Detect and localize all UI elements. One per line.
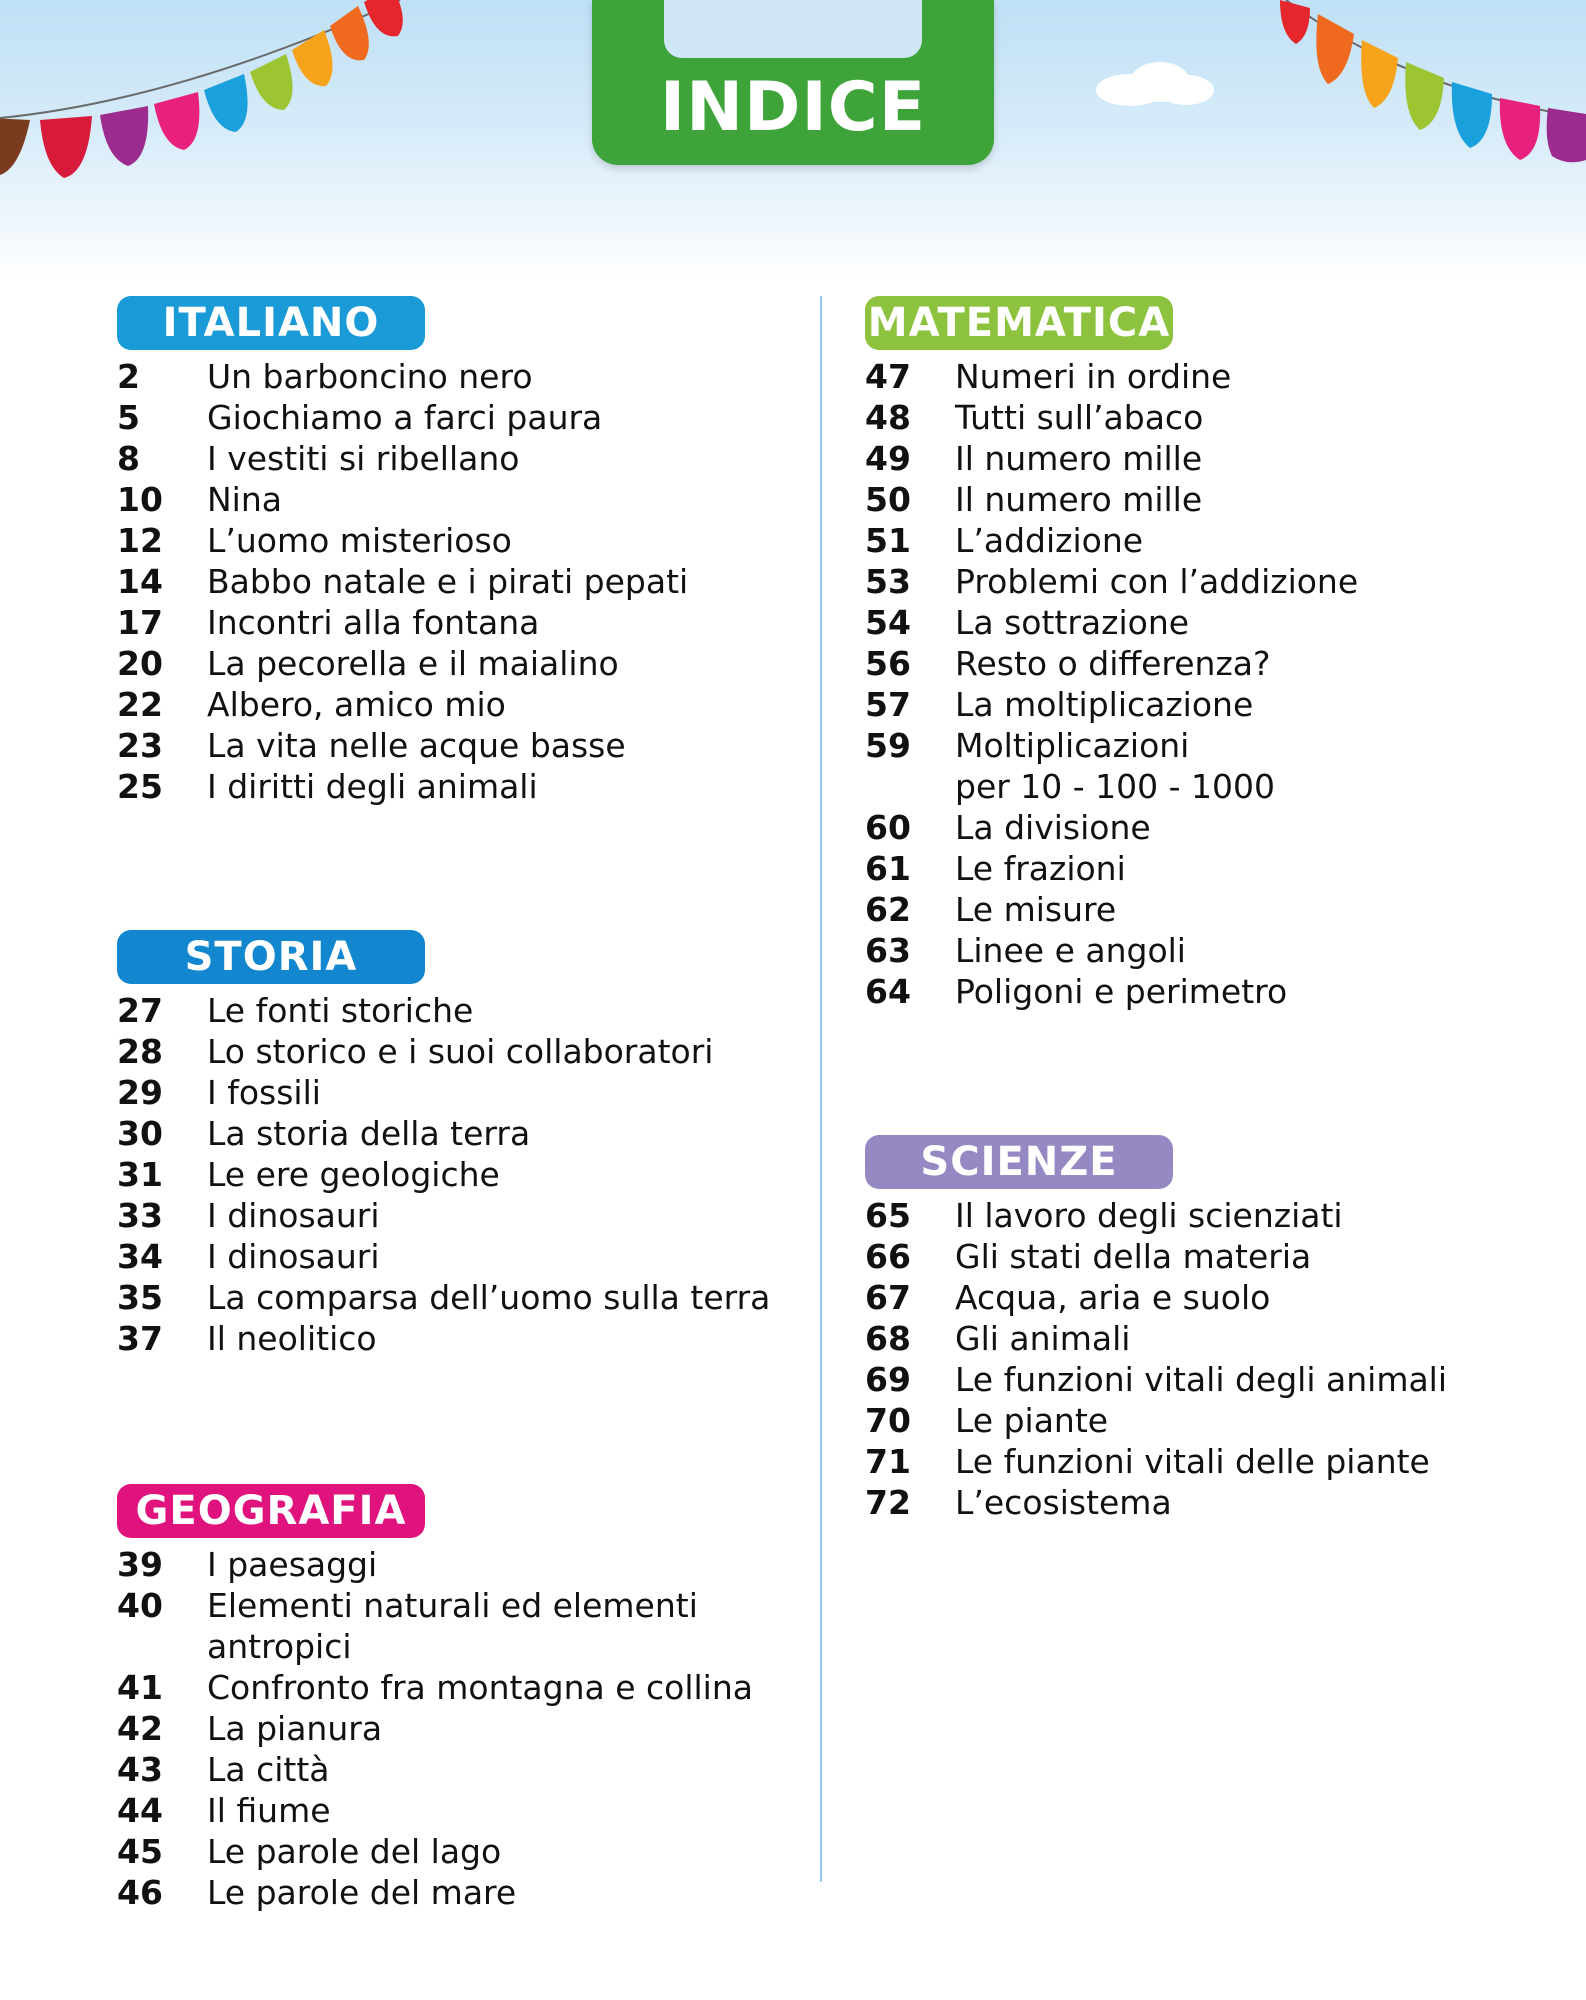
page-number: 46 — [117, 1873, 163, 1912]
entry-title: Problemi con l’addizione — [955, 562, 1359, 601]
column-divider — [820, 296, 822, 1882]
entry-title: Albero, amico mio — [207, 685, 506, 724]
page-number: 69 — [865, 1360, 911, 1399]
page-number: 42 — [117, 1709, 163, 1748]
list-item — [865, 1359, 1565, 1400]
entry-list-italiano — [117, 356, 817, 807]
entry-title: Elementi naturali ed elementi antropici — [207, 1586, 698, 1666]
page-number: 10 — [117, 480, 163, 519]
list-item — [117, 1872, 817, 1913]
page-number: 54 — [865, 603, 911, 642]
entry-title: Il lavoro degli scienziati — [955, 1196, 1343, 1235]
page-number: 40 — [117, 1586, 163, 1625]
list-item — [865, 1441, 1565, 1482]
list-item — [865, 479, 1565, 520]
title-plate — [592, 0, 994, 165]
section-scienze — [865, 1135, 1565, 1523]
page-number: 65 — [865, 1196, 911, 1235]
list-item — [117, 725, 817, 766]
list-item — [117, 602, 817, 643]
list-item — [117, 1318, 817, 1359]
list-item — [117, 479, 817, 520]
entry-title: Le frazioni — [955, 849, 1126, 888]
page-number: 44 — [117, 1791, 163, 1830]
page-number: 53 — [865, 562, 911, 601]
page-number: 45 — [117, 1832, 163, 1871]
entry-title: Il neolitico — [207, 1319, 377, 1358]
page-number: 39 — [117, 1545, 163, 1584]
list-item — [117, 1585, 817, 1667]
page-number: 2 — [117, 357, 140, 396]
page-number: 25 — [117, 767, 163, 806]
list-item — [865, 889, 1565, 930]
list-item — [865, 1195, 1565, 1236]
page-number: 47 — [865, 357, 911, 396]
list-item — [117, 1544, 817, 1585]
page-number: 51 — [865, 521, 911, 560]
list-item — [117, 684, 817, 725]
entry-title: La sottrazione — [955, 603, 1190, 642]
list-item — [117, 990, 817, 1031]
list-item — [865, 1482, 1565, 1523]
entry-title: L’uomo misterioso — [207, 521, 512, 560]
entry-title: Giochiamo a farci paura — [207, 398, 603, 437]
list-item — [117, 1154, 817, 1195]
list-item — [865, 971, 1565, 1012]
entry-title: La pecorella e il maialino — [207, 644, 619, 683]
entry-title: Le funzioni vitali degli animali — [955, 1360, 1448, 1399]
list-item — [117, 1667, 817, 1708]
entry-title: Poligoni e perimetro — [955, 972, 1288, 1011]
entry-list-geografia — [117, 1544, 817, 1913]
list-item — [117, 1031, 817, 1072]
list-item — [865, 848, 1565, 889]
list-item — [865, 356, 1565, 397]
page-number: 23 — [117, 726, 163, 765]
list-item — [117, 397, 817, 438]
page-number: 56 — [865, 644, 911, 683]
page-number: 35 — [117, 1278, 163, 1317]
entry-title: La comparsa dell’uomo sulla terra — [207, 1278, 771, 1317]
entry-title: Il fiume — [207, 1791, 331, 1830]
page-number: 48 — [865, 398, 911, 437]
page-number: 68 — [865, 1319, 911, 1358]
page-number: 14 — [117, 562, 163, 601]
entry-title: Le funzioni vitali delle piante — [955, 1442, 1430, 1481]
list-item — [117, 356, 817, 397]
entry-title: Il numero mille — [955, 480, 1203, 519]
list-item — [117, 561, 817, 602]
page-number: 29 — [117, 1073, 163, 1112]
list-item — [865, 684, 1565, 725]
section-matematica — [865, 296, 1565, 1012]
bunting-right-icon — [1266, 0, 1586, 180]
page-number: 71 — [865, 1442, 911, 1481]
entry-title: Gli stati della materia — [955, 1237, 1312, 1276]
list-item — [117, 1277, 817, 1318]
list-item — [865, 397, 1565, 438]
page-number: 67 — [865, 1278, 911, 1317]
list-item — [117, 1072, 817, 1113]
list-item — [865, 1236, 1565, 1277]
entry-title: La vita nelle acque basse — [207, 726, 626, 765]
entry-title: La pianura — [207, 1709, 383, 1748]
list-item — [117, 1195, 817, 1236]
entry-title: Le fonti storiche — [207, 991, 474, 1030]
section-heading-geografia: GEOGRAFIA — [117, 1484, 425, 1538]
entry-title: Confronto fra montagna e collina — [207, 1668, 753, 1707]
list-item — [865, 520, 1565, 561]
list-item — [865, 1400, 1565, 1441]
list-item — [117, 1113, 817, 1154]
entry-title: Gli animali — [955, 1319, 1131, 1358]
section-italiano — [117, 296, 817, 807]
list-item — [865, 438, 1565, 479]
list-item — [117, 438, 817, 479]
entry-title: Incontri alla fontana — [207, 603, 540, 642]
list-item — [117, 520, 817, 561]
entry-list-matematica — [865, 356, 1565, 1012]
list-item — [117, 766, 817, 807]
section-heading-italiano: ITALIANO — [117, 296, 425, 350]
page-number: 70 — [865, 1401, 911, 1440]
entry-title: Le misure — [955, 890, 1117, 929]
entry-list-scienze — [865, 1195, 1565, 1523]
list-item — [865, 1318, 1565, 1359]
list-item — [117, 1708, 817, 1749]
page-number: 50 — [865, 480, 911, 519]
page-number: 34 — [117, 1237, 163, 1276]
list-item — [117, 1831, 817, 1872]
page-number: 72 — [865, 1483, 911, 1522]
page-number: 60 — [865, 808, 911, 847]
page-number: 28 — [117, 1032, 163, 1071]
page-number: 37 — [117, 1319, 163, 1358]
section-storia — [117, 930, 817, 1359]
page-number: 62 — [865, 890, 911, 929]
section-heading-storia: STORIA — [117, 930, 425, 984]
list-item — [865, 807, 1565, 848]
page-number: 8 — [117, 439, 140, 478]
entry-title: Il numero mille — [955, 439, 1203, 478]
entry-title: I vestiti si ribellano — [207, 439, 520, 478]
list-item — [865, 643, 1565, 684]
page-number: 31 — [117, 1155, 163, 1194]
page-number: 12 — [117, 521, 163, 560]
entry-title: Babbo natale e i pirati pepati — [207, 562, 689, 601]
section-geografia — [117, 1484, 817, 1913]
entry-title: La città — [207, 1750, 330, 1789]
entry-title: I dinosauri — [207, 1237, 380, 1276]
entry-title: L’ecosistema — [955, 1483, 1172, 1522]
list-item — [117, 1236, 817, 1277]
section-heading-scienze: SCIENZE — [865, 1135, 1173, 1189]
entry-title: Lo storico e i suoi collaboratori — [207, 1032, 714, 1071]
page-number: 20 — [117, 644, 163, 683]
entry-list-storia — [117, 990, 817, 1359]
page-number: 66 — [865, 1237, 911, 1276]
page-number: 61 — [865, 849, 911, 888]
list-item — [865, 930, 1565, 971]
entry-title: Le parole del lago — [207, 1832, 502, 1871]
entry-title: Resto o differenza? — [955, 644, 1271, 683]
entry-title: Moltiplicazioni per 10 - 100 - 1000 — [955, 726, 1276, 806]
list-item — [865, 1277, 1565, 1318]
page-title: INDICE — [659, 68, 927, 147]
list-item — [117, 1790, 817, 1831]
cloud-icon — [1090, 58, 1220, 108]
page-number: 59 — [865, 726, 911, 765]
entry-title: I diritti degli animali — [207, 767, 538, 806]
entry-title: Le parole del mare — [207, 1873, 517, 1912]
page-number: 49 — [865, 439, 911, 478]
entry-title: La moltiplicazione — [955, 685, 1254, 724]
entry-title: I fossili — [207, 1073, 321, 1112]
list-item — [865, 725, 1565, 807]
list-item — [117, 1749, 817, 1790]
page-number: 33 — [117, 1196, 163, 1235]
bunting-left-icon — [0, 0, 420, 200]
section-heading-matematica: MATEMATICA — [865, 296, 1173, 350]
page-number: 43 — [117, 1750, 163, 1789]
entry-title: I dinosauri — [207, 1196, 380, 1235]
entry-title: Numeri in ordine — [955, 357, 1232, 396]
entry-title: Tutti sull’abaco — [955, 398, 1204, 437]
page-number: 5 — [117, 398, 140, 437]
page-number: 22 — [117, 685, 163, 724]
page-number: 30 — [117, 1114, 163, 1153]
entry-title: I paesaggi — [207, 1545, 378, 1584]
entry-title: Le piante — [955, 1401, 1109, 1440]
list-item — [865, 602, 1565, 643]
list-item — [117, 643, 817, 684]
entry-title: Le ere geologiche — [207, 1155, 500, 1194]
entry-title: L’addizione — [955, 521, 1144, 560]
page-number: 64 — [865, 972, 911, 1011]
entry-title: Acqua, aria e suolo — [955, 1278, 1271, 1317]
list-item — [865, 561, 1565, 602]
page-number: 17 — [117, 603, 163, 642]
entry-title: La divisione — [955, 808, 1151, 847]
entry-title: Linee e angoli — [955, 931, 1186, 970]
title-plate-window — [664, 0, 922, 58]
page-number: 27 — [117, 991, 163, 1030]
page-number: 63 — [865, 931, 911, 970]
entry-title: Nina — [207, 480, 282, 519]
page-number: 41 — [117, 1668, 163, 1707]
entry-title: La storia della terra — [207, 1114, 531, 1153]
page-number: 57 — [865, 685, 911, 724]
entry-title: Un barboncino nero — [207, 357, 533, 396]
